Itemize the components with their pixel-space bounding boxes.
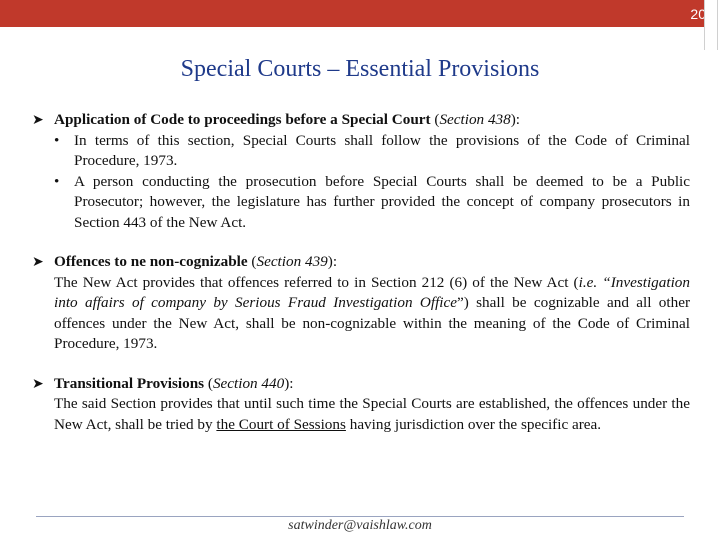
heading-text: Offences to ne non-cognizable [54, 253, 248, 270]
bullet-text: In terms of this section, Special Courts shall follow the provisions of the Code of Criminal Procedure, 1973. [74, 131, 690, 169]
section-ref: (Section 440): [207, 374, 294, 392]
paragraph-italic-text: i.e. “Investigation into affairs of company by Serious Fraud Investigation Office [54, 273, 690, 311]
section-paragraph [32, 273, 690, 355]
bullet-dot-icon: • [54, 172, 60, 190]
list-item [54, 172, 690, 234]
heading-text: Application of Code to proceedings before a Special Court [54, 111, 431, 128]
bullet-list [32, 131, 690, 234]
paragraph-text: ”) shall be cognizable and all other offences under the New Act, shall be non-cognizable within the meaning of the Code of Criminal Procedure, 1973. [54, 294, 690, 352]
bullet-dot-icon: • [54, 131, 60, 149]
section-offences-non-cognizable [32, 252, 690, 355]
section-heading [32, 374, 690, 395]
section-heading [32, 252, 690, 273]
paragraph-text: having jurisdiction over the specific area. [345, 415, 602, 433]
arrow-bullet-icon: ➤ [32, 112, 44, 128]
section-paragraph [32, 394, 690, 435]
arrow-bullet-icon: ➤ [32, 375, 44, 392]
page-number: 20 [690, 5, 706, 22]
top-bar [0, 0, 705, 27]
side-decoration [704, 0, 718, 50]
section-application-of-code [32, 110, 690, 233]
section-ref: (Section 439): [251, 253, 338, 270]
heading-text: Transitional Provisions [54, 374, 205, 392]
section-transitional-provisions [32, 374, 690, 436]
paragraph-text: The said Section provides that until such time the Special Courts are established, the offences under the New Act, shall be tried by [54, 395, 690, 433]
footer-divider [36, 516, 684, 517]
arrow-bullet-icon: ➤ [32, 254, 44, 270]
section-ref: (Section 438): [434, 111, 521, 128]
bullet-text: A person conducting the prosecution before Special Courts shall be deemed to be a Public Prosecutor; however, the legislature has further provided the concept of company prosecutors in Section 443 of the New Act. [74, 172, 690, 231]
section-heading [32, 110, 690, 131]
paragraph-text: The New Act provides that offences referred to in Section 212 (6) of the New Act ( [54, 273, 579, 291]
footer-email: satwinder@vaishlaw.com [288, 518, 432, 533]
slide-title: Special Courts – Essential Provisions [180, 56, 540, 82]
list-item [54, 131, 690, 172]
slide-content [32, 110, 690, 435]
paragraph-underlined-text: the Court of Sessions [216, 415, 346, 433]
